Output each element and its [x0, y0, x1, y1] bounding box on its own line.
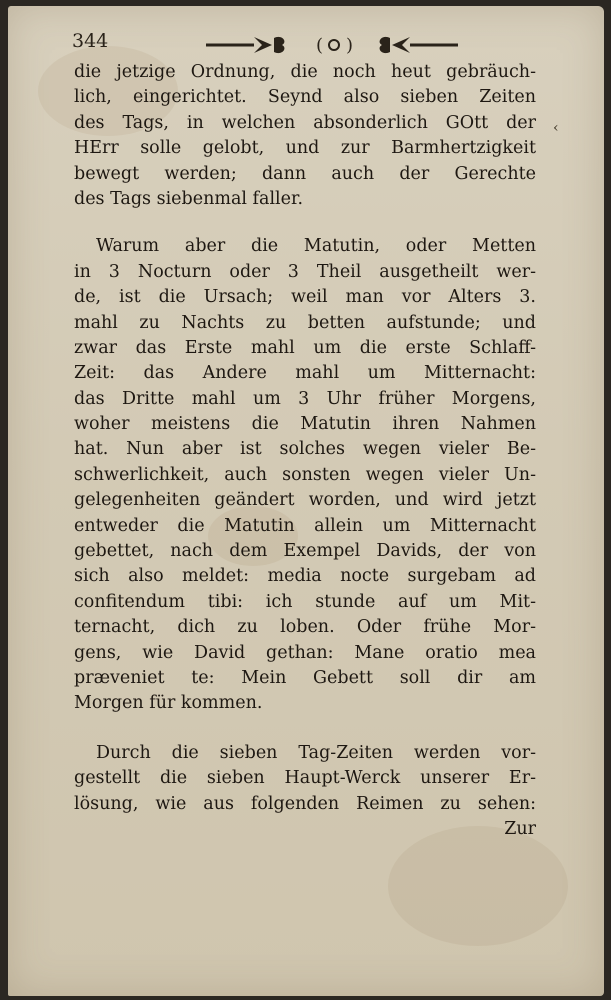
- text-line: de, ist die Ursach; weil man vor Alters 3.: [74, 287, 536, 308]
- page-number: 344: [72, 30, 109, 52]
- text-line: Morgen für kommen.: [74, 693, 263, 714]
- header-ornament: [202, 32, 462, 58]
- svg-text:): ): [346, 35, 354, 56]
- text-line: die jetzige Ordnung, die noch heut gebräuch-: [74, 62, 536, 82]
- text-line: Zeit: das Andere mahl um Mitternacht:: [74, 363, 536, 384]
- text-line: des Tags, in welchen absonderlich GOtt der: [74, 112, 536, 133]
- text-line: Durch die sieben Tag-Zeiten werden vor-: [96, 742, 536, 763]
- text-line: Warum aber die Matutin, oder Metten: [96, 236, 536, 257]
- text-line: præveniet te: Mein Gebett soll dir am: [74, 667, 536, 688]
- paper-stain: [388, 826, 568, 946]
- text-line: gestellt die sieben Haupt-Werck unserer Er-: [74, 768, 536, 789]
- text-line: gelegenheiten geändert worden, und wird jetzt: [74, 490, 536, 511]
- running-header: [72, 30, 532, 60]
- paragraph-1: [74, 60, 536, 212]
- text-line: woher meistens die Matutin ihren Nahmen: [74, 414, 536, 435]
- text-line: gebettet, nach dem Exempel Davids, der von: [74, 541, 536, 562]
- text-line: bewegt werden; dann auch der Gerechte: [74, 163, 536, 184]
- text-line: lich, eingerichtet. Seynd also sieben Zeiten: [74, 87, 536, 108]
- margin-mark: ‹: [553, 120, 559, 136]
- text-line: schwerlichkeit, auch sonsten wegen vieler Un-: [74, 464, 536, 485]
- text-line: das Dritte mahl um 3 Uhr früher Morgens,: [74, 388, 536, 409]
- text-line: lösung, wie aus folgenden Reimen zu sehen:: [74, 793, 536, 814]
- paragraph-2: [74, 234, 536, 716]
- text-line: gens, wie David gethan: Mane oratio mea: [74, 642, 536, 663]
- text-line: mahl zu Nachts zu betten aufstunde; und: [74, 312, 536, 333]
- text-line: des Tags siebenmal faller.: [74, 188, 304, 209]
- body-text: [74, 60, 536, 842]
- text-line: in 3 Nocturn oder 3 Theil ausgetheilt wer-: [74, 261, 536, 282]
- svg-text:(: (: [316, 35, 324, 56]
- text-line: confitendum tibi: ich stunde auf um Mit-: [74, 591, 536, 612]
- text-line: zwar das Erste mahl um die erste Schlaff-: [74, 337, 536, 358]
- text-line: sich also meldet: media nocte surgebam ad: [74, 566, 536, 587]
- text-line: entweder die Matutin allein um Mitternacht: [74, 515, 536, 536]
- text-line: hat. Nun aber ist solches wegen vieler Be-: [74, 439, 536, 460]
- text-line: HErr solle gelobt, und zur Barmhertzigkeit: [74, 138, 536, 159]
- catchword: Zur: [504, 818, 536, 839]
- paragraph-3: [74, 741, 536, 843]
- text-line: ternacht, dich zu loben. Oder frühe Mor-: [74, 617, 536, 638]
